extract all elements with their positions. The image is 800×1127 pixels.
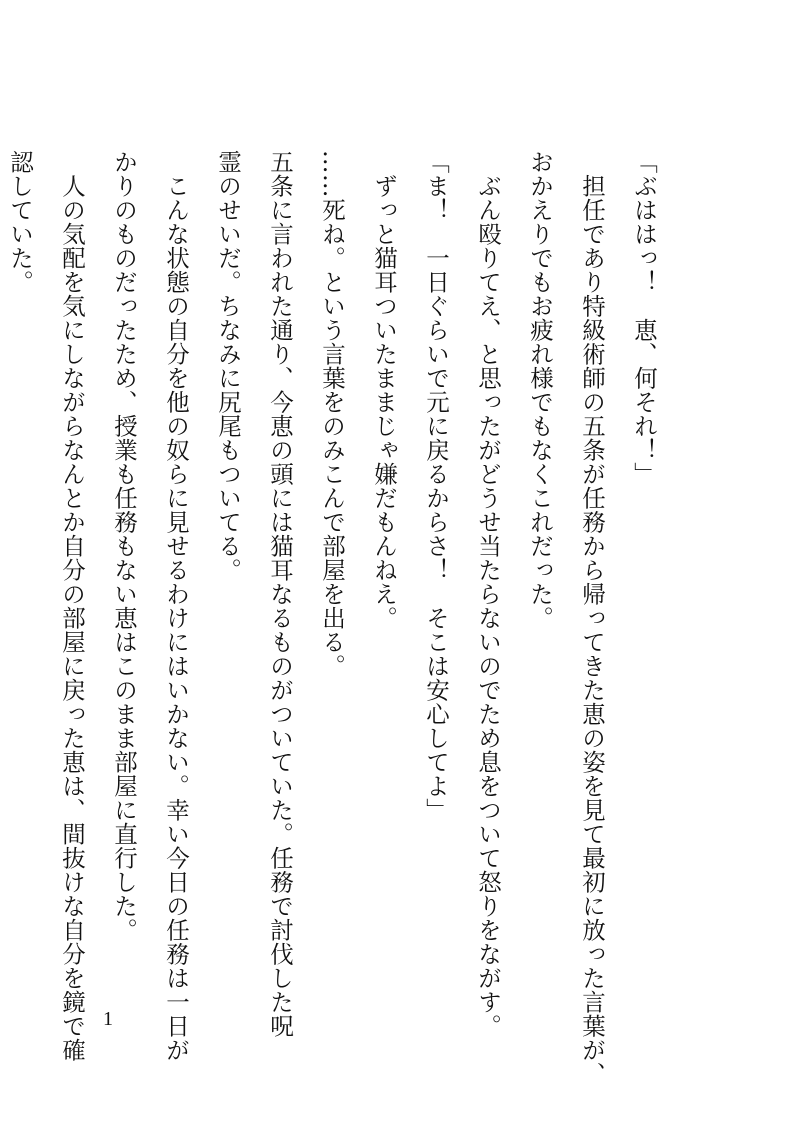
text-line: かりのものだったため、授業も任務もない恵はこのまま部屋に直行した。: [110, 150, 138, 942]
text-line: 五条に言われた通り、今恵の頭には猫耳なるものがついていた。任務で討伐した呪: [266, 150, 294, 1038]
text-line: 「ぶははっ！ 恵、何それ！」: [630, 150, 658, 486]
text-line: ……死ね。という言葉をのみこんで部屋を出る。: [318, 150, 346, 678]
text-line: 「ま！ 一日ぐらいで元に戻るからさ！ そこは安心してよ」: [422, 150, 450, 822]
text-line: ずっと猫耳ついたままじゃ嫌だもんねえ。: [370, 150, 398, 630]
text-line: 霊のせいだ。ちなみに尻尾もついてる。: [214, 150, 242, 582]
page-number: 1: [103, 1008, 113, 1030]
text-line: 担任であり特級術師の五条が任務から帰ってきた恵の姿を見て最初に放った言葉が、: [578, 150, 606, 1086]
text-line: こんな状態の自分を他の奴らに見せるわけにはいかない。幸い今日の任務は一日が: [162, 150, 190, 1062]
text-line: 人の気配を気にしながらなんとか自分の部屋に戻った恵は、間抜けな自分を鏡で確: [58, 150, 86, 1062]
text-line: ぶん殴りてえ、と思ったがどうせ当たらないのでため息をついて怒りをながす。: [474, 150, 502, 1038]
text-line: おかえりでもお疲れ様でもなくこれだった。: [526, 150, 554, 630]
vertical-text-body: [6, 150, 670, 1086]
text-line: 認していた。: [6, 150, 34, 294]
